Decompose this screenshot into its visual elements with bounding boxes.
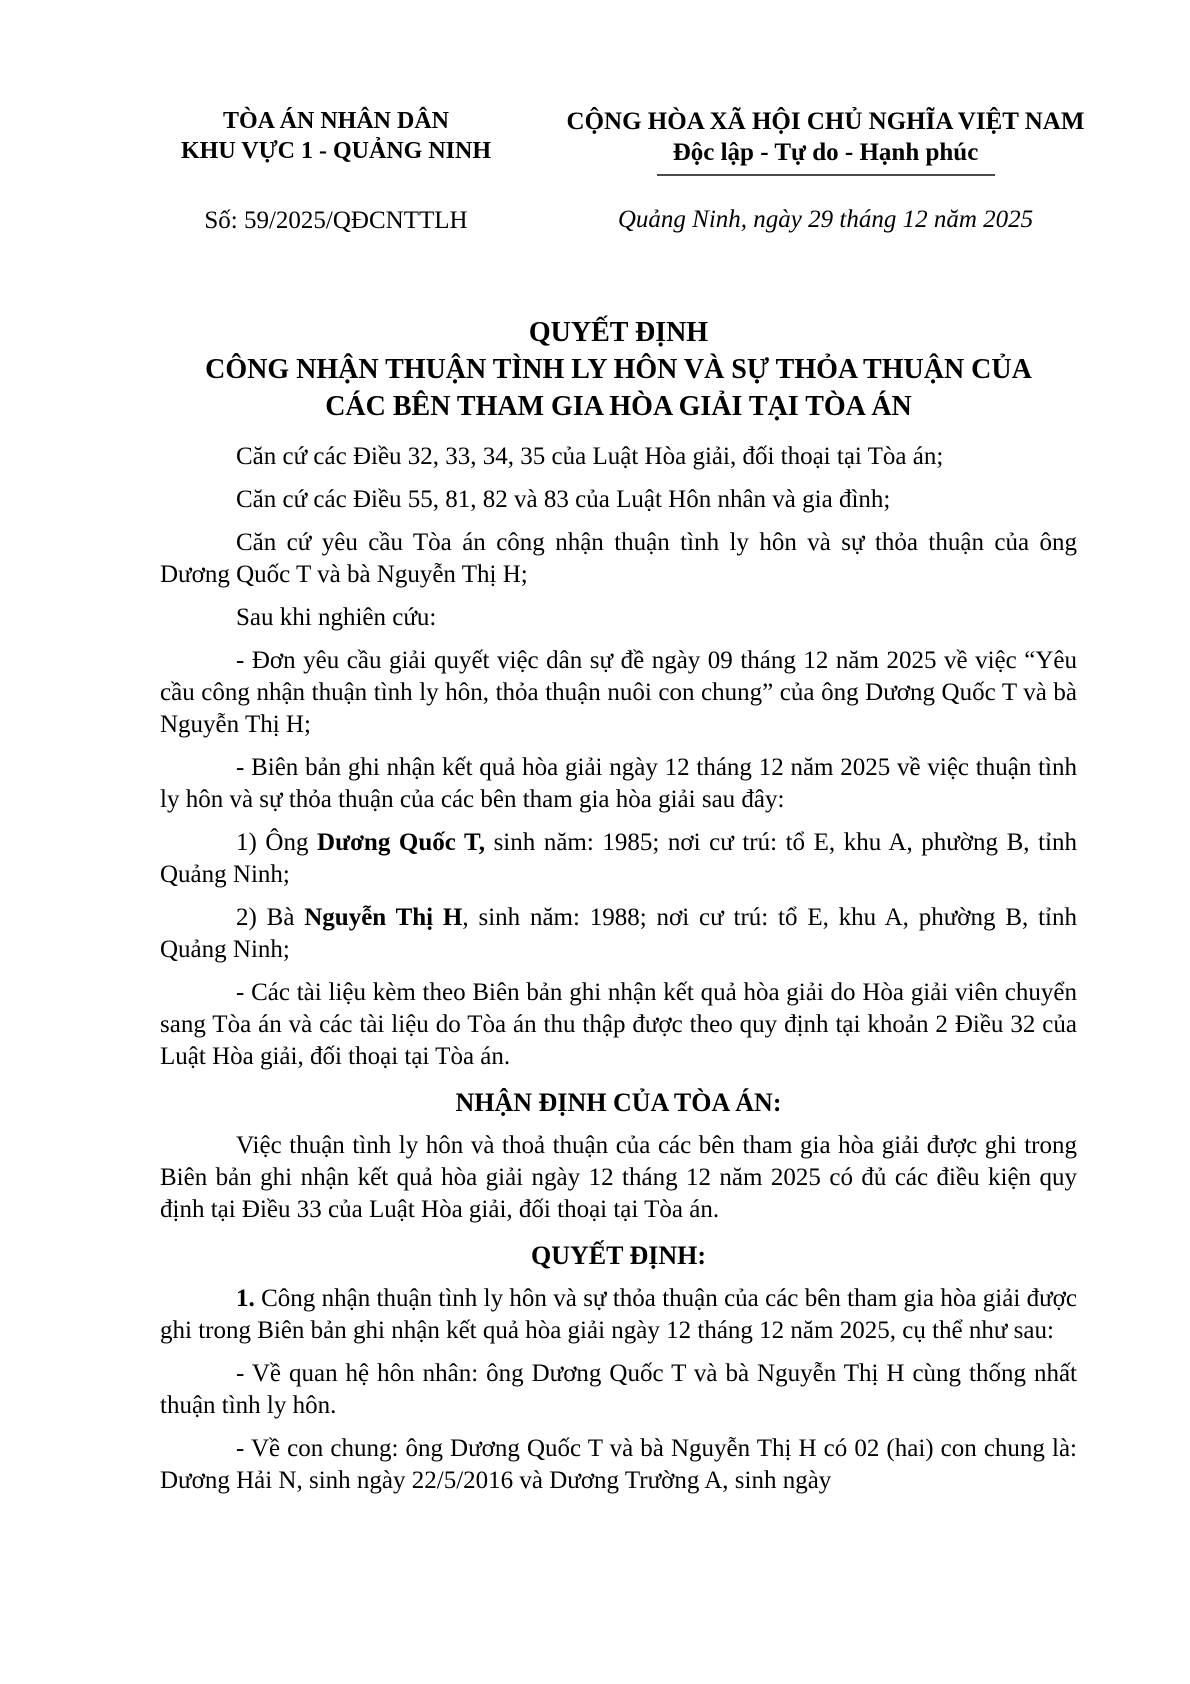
title-line3: CÁC BÊN THAM GIA HÒA GIẢI TẠI TÒA ÁN [325,391,912,422]
national-title: CỘNG HÒA XÃ HỘI CHỦ NGHĨA VIỆT NAM [566,108,1085,135]
paragraph: Việc thuận tình ly hôn và thoả thuận của các bên tham gia hòa giải được ghi trong Biên bản ghi nhận kết quả hòa giải ngày 12 tháng 12 năm 2025 có đủ các điều kiện quy định tại Điều 33 của Luật Hòa giải, đối thoại tại Tòa án. [160,1132,1077,1223]
paragraph: - Các tài liệu kèm theo Biên bản ghi nhận kết quả hòa giải do Hòa giải viên chuyển sang Tòa án và các tài liệu do Tòa án thu thập được theo quy định tại khoản 2 Điều 32 của Luật Hòa giải, đối thoại tại Tòa án. [160,979,1077,1070]
document-title [160,314,1077,425]
paragraph: 1) Ông Dương Quốc T, sinh năm: 1985; nơi cư trú: tổ E, khu A, phường B, tỉnh Quảng Ninh; [160,829,1077,888]
document-number: Số: 59/2025/QĐCNTTLH [204,207,468,234]
paragraph: Sau khi nghiên cứu: [236,604,437,631]
paragraph: 1. Công nhận thuận tình ly hôn và sự thỏa thuận của các bên tham gia hòa giải được ghi trong Biên bản ghi nhận kết quả hòa giải ngày 12 tháng 12 năm 2025, cụ thể như sau: [160,1285,1077,1344]
motto-underline [657,174,995,176]
paragraph: - Biên bản ghi nhận kết quả hòa giải ngày 12 tháng 12 năm 2025 về việc thuận tình ly hôn và sự thỏa thuận của các bên tham gia hòa giải sau đây: [160,754,1077,813]
section-heading: NHẬN ĐỊNH CỦA TÒA ÁN: [455,1088,782,1117]
section-heading: QUYẾT ĐỊNH: [530,1241,707,1270]
national-header-block [512,106,1139,235]
issuing-authority-block [160,106,512,236]
paragraph: - Về con chung: ông Dương Quốc T và bà Nguyễn Thị H có 02 (hai) con chung là: Dương Hải N, sinh ngày 22/5/2016 và Dương Trường A, sinh ngày [160,1435,1077,1494]
title-line1: QUYẾT ĐỊNH [528,317,709,348]
document-body [160,441,1077,1497]
authority-name-line2: KHU VỰC 1 - QUẢNG NINH [181,138,491,164]
document-header [160,106,1085,236]
title-line2: CÔNG NHẬN THUẬN TÌNH LY HÔN VÀ SỰ THỎA THUẬN CỦA [205,354,1032,385]
authority-name-line1: TÒA ÁN NHÂN DÂN [222,108,449,134]
paragraph: Căn cứ các Điều 32, 33, 34, 35 của Luật Hòa giải, đối thoại tại Tòa án; [236,443,944,470]
paragraph: - Đơn yêu cầu giải quyết việc dân sự đề ngày 09 tháng 12 năm 2025 về việc “Yêu cầu công nhận thuận tình ly hôn, thỏa thuận nuôi con chung” của ông Dương Quốc T và bà Nguyễn Thị H; [160,647,1077,738]
paragraph: - Về quan hệ hôn nhân: ông Dương Quốc T và bà Nguyễn Thị H cùng thống nhất thuận tình ly hôn. [160,1360,1077,1419]
place-date-line: Quảng Ninh, ngày 29 tháng 12 năm 2025 [617,206,1034,233]
paragraph: 2) Bà Nguyễn Thị H, sinh năm: 1988; nơi cư trú: tổ E, khu A, phường B, tỉnh Quảng Ninh; [160,904,1077,963]
national-motto: Độc lập - Tự do - Hạnh phúc [672,139,979,166]
paragraph: Căn cứ các Điều 55, 81, 82 và 83 của Luật Hôn nhân và gia đình; [236,486,891,513]
paragraph: Căn cứ yêu cầu Tòa án công nhận thuận tình ly hôn và sự thỏa thuận của ông Dương Quốc T và bà Nguyễn Thị H; [160,529,1077,588]
